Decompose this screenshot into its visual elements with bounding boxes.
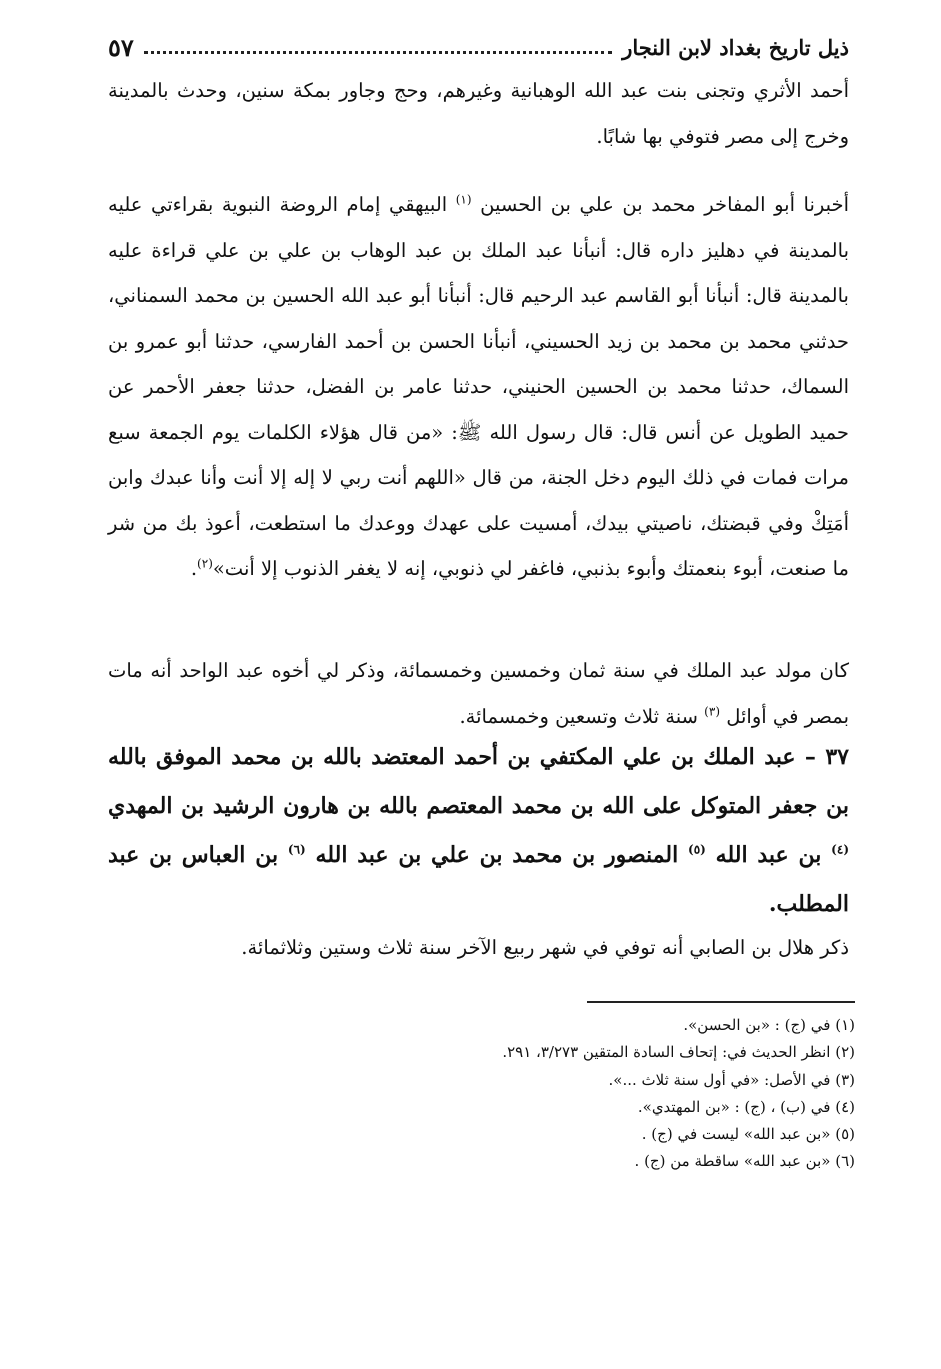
header-dot-leader <box>144 41 612 54</box>
footnote-separator <box>587 1001 855 1003</box>
footnote-ref-5: (٥) <box>688 842 706 857</box>
footnote-ref-4: (٤) <box>831 842 849 857</box>
paragraph-2-part-a: أخبرنا أبو المفاخر محمد بن علي بن الحسين <box>480 193 850 216</box>
entry-part-b: بن عبد الله <box>715 842 822 868</box>
paragraph-4: ذكر هلال بن الصابي أنه توفي في شهر ربيع الآخر سنة ثلاث وستين وثلاثمائة. <box>241 936 849 959</box>
paragraph-3-part-b: سنة ثلاث وتسعين وخمسمائة. <box>459 704 698 728</box>
running-header <box>108 30 849 64</box>
paragraph-2-part-c: . <box>190 557 198 580</box>
entry-part-a: ٣٧ – عبد الملك بن علي المكتفي بن أحمد المعتضد بالله بن محمد الموفق بالله بن جعفر المتوكل على الله بن محمد المعتصم بالله بن هارون الرشيد بن المهدي <box>108 744 849 819</box>
footnote-ref-1: (١) <box>455 192 472 207</box>
footnote-3: (٣) في الأصل: «في أول سنة ثلاث ...». <box>608 1070 855 1089</box>
paragraph-2-part-b: البيهقي إمام الروضة النبوية بقراءتي عليه بالمدينة في دهليز داره قال: أنبأنا عبد الملك بن عبد الوهاب بن علي بن علي قراءة عليه بالمدينة قال: أنبأنا أبو القاسم عبد الرحيم قال: أنبأنا أبو عبد الله الحسين بن محمد السمناني، حدثني محمد بن محمد بن زيد الحسيني، أنبأنا الحسن بن أحمد الفارسي، حدثنا أبو عمرو بن السماك، حدثنا محمد بن الحسين الحنيني، حدثنا عامر بن الفضل، حدثنا جعفر الأحمر عن حميد الطويل عن أنس قال: قال رسول الله ﷺ: «من قال هؤلاء الكلمات يوم الجمعة سبع مرات فمات في ذلك اليوم دخل الجنة، من قال «اللهم أنت ربي لا إله إلا أنت وأنا عبدك وابن أمَتِكْ وفي قبضتك، ناصيتي بيدك، أمسيت على عهدك ووعدك ما استطعت، أعوذ بك من شر ما صنعت، أبوء بنعمتك وأبوء بذنبي، فاغفر لي ذنوبي، إنه لا يغفر الذنوب إلا أنت» <box>108 193 849 580</box>
biography-entry-heading <box>108 733 849 929</box>
paragraph-1: أحمد الأثري وتجنى بنت عبد الله الوهبانية وغيرهم، وحج وجاور بمكة سنين، وحدث بالمدينة وخرج إلى مصر فتوفي بها شابًا. <box>108 79 849 148</box>
footnote-ref-2: (٢) <box>197 556 213 571</box>
book-title: ذيل تاريخ بغداد لابن النجار <box>622 34 849 60</box>
footnote-ref-3: (٣) <box>704 704 720 718</box>
footnotes-list <box>300 1012 855 1176</box>
footnote-2: (٢) انظر الحديث في: إتحاف السادة المتقين ٣/٢٧٣، ٢٩١. <box>502 1043 855 1062</box>
footnote-1: (١) في (ج) : «بن الحسن». <box>683 1016 855 1034</box>
footnote-6: (٦) «بن عبد الله» ساقطة من (ج) . <box>634 1152 855 1171</box>
footnote-ref-6: (٦) <box>287 842 306 857</box>
paragraph-3 <box>108 648 849 739</box>
page-number: ٥٧ <box>108 32 134 62</box>
paragraph-3-part-a: كان مولد عبد الملك في سنة ثمان وخمسين وخمسمائة، وذكر لي أخوه عبد الواحد أنه مات بمصر في أوائل <box>108 659 849 728</box>
entry-part-c: المنصور بن محمد بن علي بن عبد الله <box>315 842 679 868</box>
footnote-4: (٤) في (ب) ، (ج) : «بن المهتدي». <box>637 1097 855 1116</box>
entry-part-d: بن العباس بن عبد المطلب. <box>108 842 849 917</box>
footnote-5: (٥) «بن عبد الله» ليست في (ج) . <box>641 1125 855 1144</box>
paragraph-2-hadith <box>108 182 849 592</box>
